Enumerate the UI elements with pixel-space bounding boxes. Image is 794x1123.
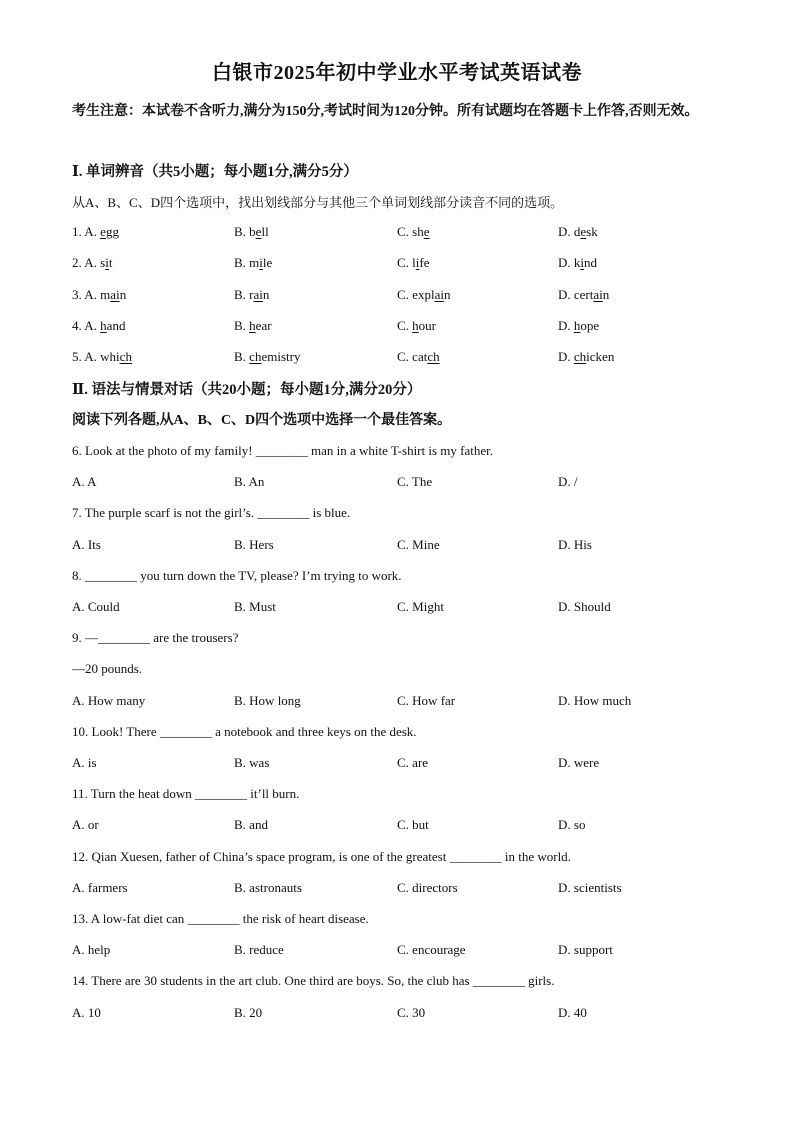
section2-instruction: 阅读下列各题,从A、B、C、D四个选项中选择一个最佳答案。	[72, 413, 452, 428]
question-stem: 10. Look! There ________ a notebook and three keys on the desk.	[72, 723, 417, 739]
section2-heading: Ⅱ. 语法与情景对话（共20小题；每小题1分,满分20分）	[72, 382, 422, 398]
question-stem-reply: —20 pounds.	[72, 661, 143, 677]
answer-option-c[interactable]: C. directors	[397, 879, 458, 895]
answer-option-c[interactable]: C. but	[397, 817, 429, 833]
answer-option-b[interactable]: B. An	[234, 474, 265, 490]
q5-option-a[interactable]: 5. A. which	[72, 349, 132, 364]
answer-option-d[interactable]: D. /	[558, 474, 578, 490]
answer-option-a[interactable]: A. farmers	[72, 879, 128, 895]
answer-option-d[interactable]: D. How much	[558, 692, 632, 708]
answer-option-b[interactable]: B. astronauts	[234, 879, 302, 895]
answer-option-c[interactable]: C. Might	[397, 599, 444, 614]
q3-option-b[interactable]: B. rain	[234, 287, 270, 302]
answer-option-a[interactable]: A. A	[72, 474, 97, 490]
q1-option-a[interactable]: 1. A. egg	[72, 224, 119, 239]
q1-option-d[interactable]: D. desk	[558, 224, 598, 239]
q4-option-b[interactable]: B. hear	[234, 318, 272, 333]
answer-option-d[interactable]: D. were	[558, 755, 600, 770]
question-stem: 8. ________ you turn down the TV, please? I’m trying to work.	[72, 567, 402, 583]
q2-option-a[interactable]: 2. A. sit	[72, 255, 113, 270]
answer-option-b[interactable]: B. How long	[234, 692, 301, 708]
question-stem: 13. A low-fat diet can ________ the risk of heart disease.	[72, 911, 369, 926]
question-stem: 12. Qian Xuesen, father of China’s space program, is one of the greatest ________ in the world.	[72, 848, 571, 864]
answer-option-a[interactable]: A. How many	[72, 692, 146, 708]
answer-option-d[interactable]: D. 40	[558, 1004, 587, 1020]
answer-option-c[interactable]: C. 30	[397, 1004, 426, 1020]
q5-option-b[interactable]: B. chemistry	[234, 349, 301, 364]
q4-option-a[interactable]: 4. A. hand	[72, 318, 126, 333]
answer-option-d[interactable]: D. His	[558, 536, 592, 552]
answer-option-c[interactable]: C. encourage	[397, 942, 466, 958]
section1-instruction: 从A、B、C、D四个选项中，找出划线部分与其他三个单词划线部分读音不同的选项。	[72, 195, 564, 210]
question-stem: 11. Turn the heat down ________ it’ll burn.	[72, 786, 300, 802]
answer-option-d[interactable]: D. support	[558, 942, 613, 958]
q2-option-d[interactable]: D. kind	[558, 255, 598, 270]
answer-option-b[interactable]: B. 20	[234, 1004, 263, 1020]
page-title: 白银市2025年初中学业水平考试英语试卷	[212, 62, 582, 84]
question-stem: 7. The purple scarf is not the girl’s. ________ is blue.	[72, 505, 351, 521]
answer-option-c[interactable]: C. are	[397, 755, 429, 770]
question-stem: 9. —________ are the trousers?	[72, 630, 239, 646]
q2-option-c[interactable]: C. life	[397, 255, 430, 270]
q5-option-c[interactable]: C. catch	[397, 349, 440, 364]
q4-option-d[interactable]: D. hope	[558, 318, 600, 333]
question-stem: 6. Look at the photo of my family! ________ man in a white T-shirt is my father.	[72, 443, 493, 458]
answer-option-b[interactable]: B. reduce	[234, 942, 284, 958]
answer-option-c[interactable]: C. Mine	[397, 536, 440, 552]
answer-option-a[interactable]: A. help	[72, 942, 111, 958]
answer-option-b[interactable]: B. was	[234, 755, 270, 770]
answer-option-b[interactable]: B. Hers	[234, 536, 274, 552]
q3-option-c[interactable]: C. explain	[397, 287, 451, 302]
answer-option-a[interactable]: A. Its	[72, 536, 101, 552]
answer-option-c[interactable]: C. The	[397, 474, 433, 490]
answer-option-a[interactable]: A. Could	[72, 599, 120, 614]
answer-option-a[interactable]: A. is	[72, 755, 97, 770]
answer-option-a[interactable]: A. or	[72, 817, 99, 833]
answer-option-c[interactable]: C. How far	[397, 692, 456, 708]
answer-option-b[interactable]: B. Must	[234, 599, 276, 614]
q1-option-b[interactable]: B. bell	[234, 224, 269, 239]
section1-heading: Ⅰ. 单词辨音（共5小题；每小题1分,满分5分）	[72, 164, 358, 180]
q3-option-d[interactable]: D. certain	[558, 287, 610, 302]
q4-option-c[interactable]: C. hour	[397, 318, 437, 333]
q2-option-b[interactable]: B. mile	[234, 255, 273, 270]
answer-option-a[interactable]: A. 10	[72, 1004, 101, 1020]
answer-option-d[interactable]: D. Should	[558, 599, 611, 614]
question-stem: 14. There are 30 students in the art club. One third are boys. So, the club has ________ girls.	[72, 973, 555, 989]
q5-option-d[interactable]: D. chicken	[558, 349, 615, 364]
q1-option-c[interactable]: C. she	[397, 224, 430, 239]
answer-option-d[interactable]: D. so	[558, 817, 586, 833]
answer-option-b[interactable]: B. and	[234, 817, 268, 833]
q3-option-a[interactable]: 3. A. main	[72, 287, 127, 302]
exam-notice: 考生注意：本试卷不含听力,满分为150分,考试时间为120分钟。所有试题均在答题卡上作答,否则无效。	[72, 104, 699, 119]
answer-option-d[interactable]: D. scientists	[558, 879, 622, 895]
